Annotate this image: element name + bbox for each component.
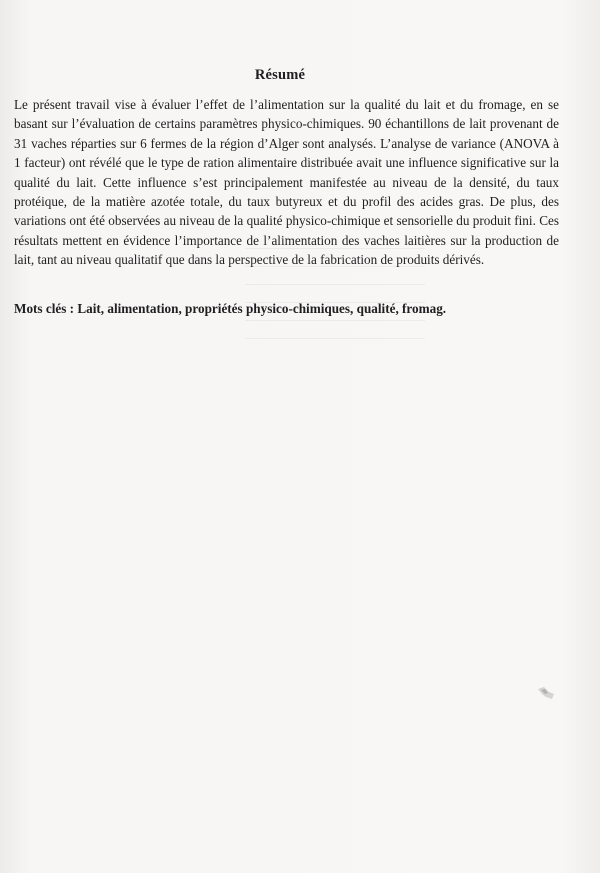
keywords-line: Mots clés : Lait, alimentation, propriétés physico-chimiques, qualité, fromag. xyxy=(14,301,447,316)
abstract-paragraph: Le présent travail vise à évaluer l’effet de l’alimentation sur la qualité du lait et du fromage, en se basant sur l’évaluation de certains paramètres physico-chimiques. 90 échantillons de lait provenant de 31 vaches réparties sur 6 fermes de la région d’Alger sont analysés. L’analyse de variance (ANOVA à 1 facteur) ont révélé que le type de ration alimentaire distribuée avait une influence significative sur la qualité du lait. Cette influence s’est principalement manifestée au niveau de la densité, du taux protéique, de la matière azotée totale, du taux butyreux et du profil des acides gras. De plus, des variations ont été observées au niveau de la qualité physico-chimique et sensorielle du produit fini. Ces résultats mettent en évidence l’importance de l’alimentation des vaches laitières sur la production de lait, tant au niveau qualitatif que dans la perspective de la fabrication de produits dérivés. xyxy=(14,97,559,268)
page-title: Résumé xyxy=(254,67,306,83)
scan-speck xyxy=(536,685,556,703)
